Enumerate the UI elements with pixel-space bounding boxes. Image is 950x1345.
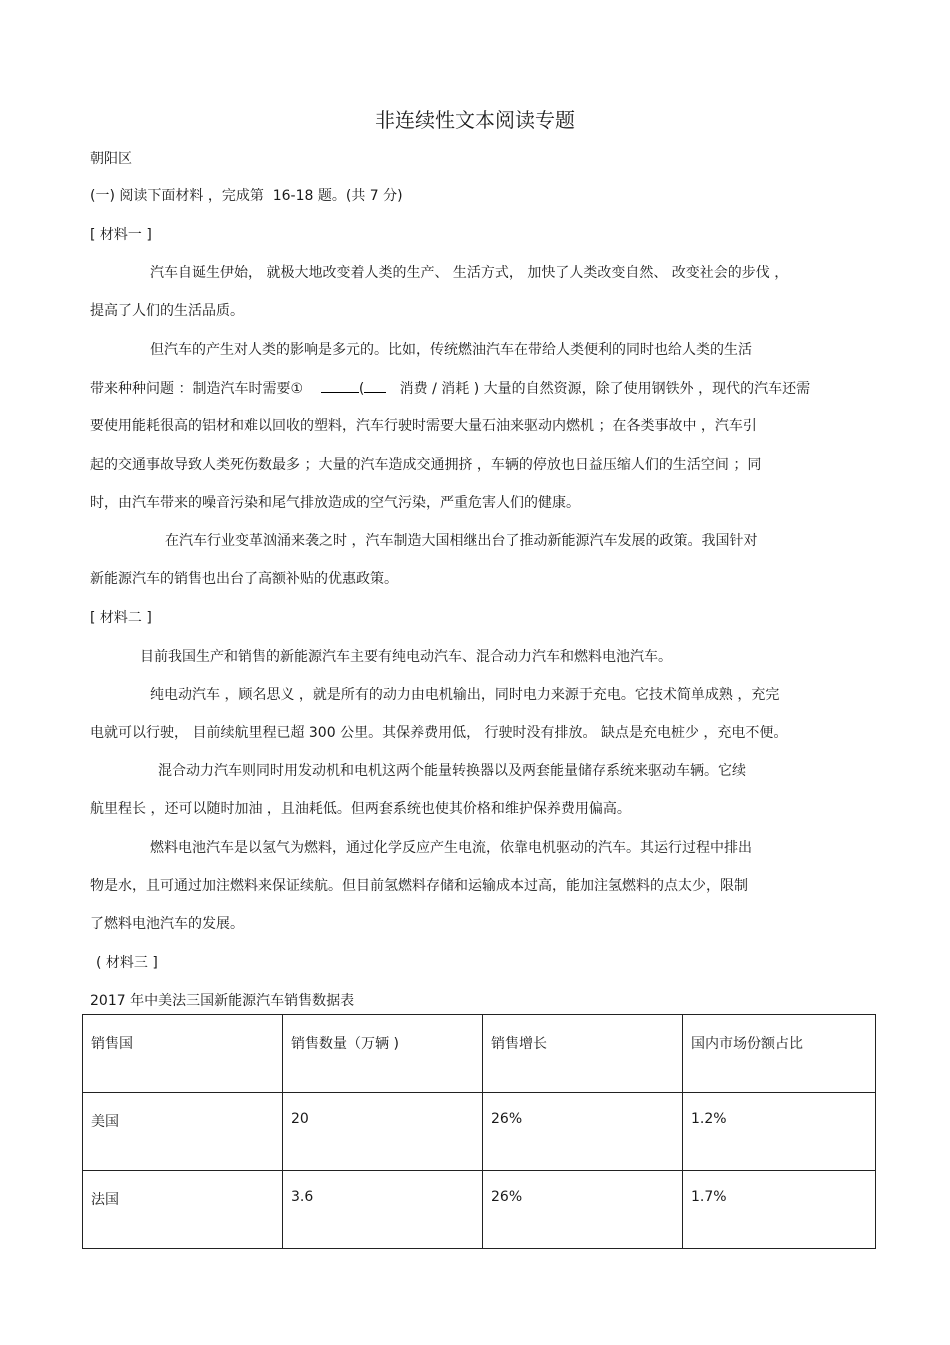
- section-intro: [90, 186, 403, 206]
- material2-p4-line2: 物是水，且可通过加注燃料来保证续航。但目前氢燃料存储和运输成本过高，能加注氢燃料的点太少，限制: [90, 878, 748, 894]
- material2-p2-line2: 电就可以行驶， 目前续航里程已超 300 公里。其保养费用低， 行驶时没有排放。 缺点是充电桩少 ，充电不便。: [90, 725, 788, 741]
- table-cell: 26%: [483, 1171, 683, 1249]
- material2-p1: 目前我国生产和销售的新能源汽车主要有纯电动汽车、混合动力汽车和燃料电池汽车。: [140, 649, 672, 665]
- table-header-row: [83, 1015, 876, 1093]
- material1-p2-line1: 但汽车的产生对人类的影响是多元的。比如，传统燃油汽车在带给人类便利的同时也给人类的生活: [150, 342, 752, 358]
- table-cell: 26%: [483, 1093, 683, 1171]
- p2-line2-paren: (: [358, 381, 365, 397]
- intro-score: 7: [369, 188, 379, 204]
- material1-p2-line4: 起的交通事故导致人类死伤数最多 ；大量的汽车造成交通拥挤 ，车辆的停放也日益压缩人们的生活空间 ；同: [90, 457, 762, 473]
- table-cell: 美国: [83, 1093, 283, 1171]
- material1-label: [ 材料一 ]: [90, 227, 152, 243]
- material2-p4-line3: 了燃料电池汽车的发展。: [90, 916, 244, 932]
- material1-p1-line1: 汽车自诞生伊始， 就极大地改变着人类的生产、 生活方式， 加快了人类改变自然、 改变社会的步伐 ，: [150, 265, 789, 281]
- material1-p2-line3: 要使用能耗很高的铝材和难以回收的塑料，汽车行驶时需要大量石油来驱动内燃机 ；在各类事故中 ，汽车引: [90, 418, 757, 434]
- material1-p3-line2: 新能源汽车的销售也出台了高额补贴的优惠政策。: [90, 571, 398, 587]
- header-cell: 销售增长: [483, 1015, 683, 1093]
- table-cell: 20: [283, 1093, 483, 1171]
- sales-table: [82, 1014, 876, 1249]
- intro-range: 16-18: [272, 188, 314, 204]
- table-cell: 3.6: [283, 1171, 483, 1249]
- intro-text-a: (一) 阅读下面材料 ，完成第: [90, 188, 264, 204]
- material2-p4-line1: 燃料电池汽车是以氢气为燃料，通过化学反应产生电流，依靠电机驱动的汽车。其运行过程中排出: [150, 840, 752, 856]
- header-cell: 销售国: [83, 1015, 283, 1093]
- table-row: [83, 1093, 876, 1171]
- table-row: [83, 1171, 876, 1249]
- header-cell: 销售数量（万辆 ): [283, 1015, 483, 1093]
- table-cell: 法国: [83, 1171, 283, 1249]
- answer-blank: [321, 378, 359, 393]
- header-cell: 国内市场份额占比: [683, 1015, 876, 1093]
- page-title: 非连续性文本阅读专题: [375, 108, 575, 132]
- table-caption: 2017 年中美法三国新能源汽车销售数据表: [90, 993, 355, 1009]
- district-label: 朝阳区: [90, 151, 132, 167]
- answer-blank-2: [364, 378, 386, 393]
- material1-p1-line2: 提高了人们的生活品质。: [90, 303, 244, 319]
- material1-p2-line5: 时，由汽车带来的噪音污染和尾气排放造成的空气污染，严重危害人们的健康。: [90, 495, 580, 511]
- material3-label: ( 材料三 ]: [96, 955, 158, 971]
- material1-p2-line2: [90, 378, 810, 399]
- table-cell: 1.2%: [683, 1093, 876, 1171]
- material2-p3-line2: 航里程长 ，还可以随时加油 ，且油耗低。但两套系统也使其价格和维护保养费用偏高。: [90, 801, 631, 817]
- p2-line2-text-c: 消费 / 消耗 ) 大量的自然资源，除了使用钢铁外 ，现代的汽车还需: [399, 381, 811, 397]
- table-cell: 1.7%: [683, 1171, 876, 1249]
- intro-text-b: 题。(共: [317, 188, 366, 204]
- p2-line2-text-a: 带来种种问题 ：制造汽车时需要①: [90, 381, 304, 397]
- intro-text-c: 分): [383, 188, 403, 204]
- material1-p3-line1: 在汽车行业变革汹涌来袭之时 ，汽车制造大国相继出台了推动新能源汽车发展的政策。我国针对: [165, 533, 758, 549]
- material2-p3-line1: 混合动力汽车则同时用发动机和电机这两个能量转换器以及两套能量储存系统来驱动车辆。它续: [158, 763, 746, 779]
- material2-label: [ 材料二 ]: [90, 610, 152, 626]
- material2-p2-line1: 纯电动汽车 ，顾名思义 ，就是所有的动力由电机输出，同时电力来源于充电。它技术简单成熟 ，充完: [150, 687, 780, 703]
